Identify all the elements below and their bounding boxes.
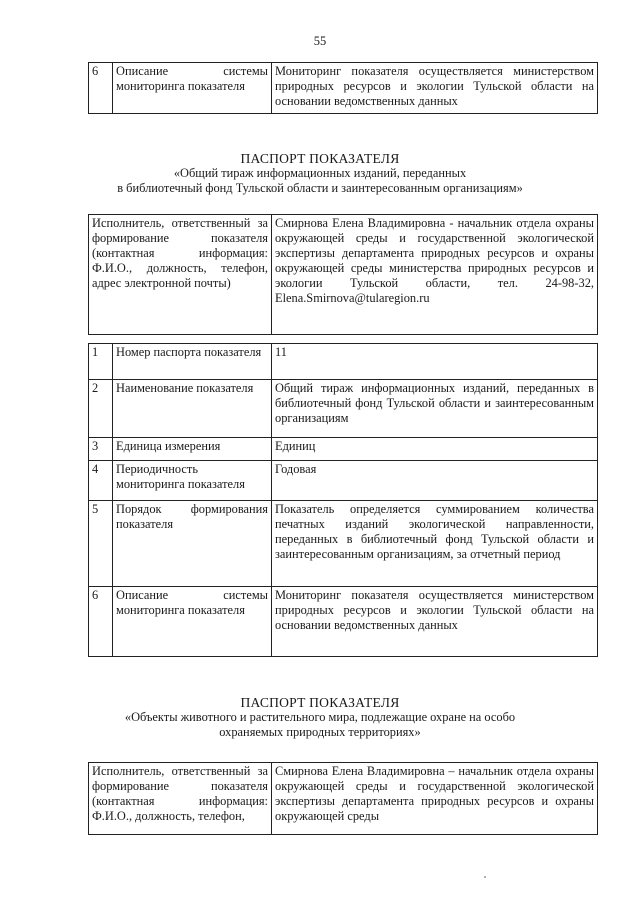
executor-value: Смирнова Елена Владимировна - начальник отдела охраны окружающей среды и государственной экологической экспертизы департамента природных ресурсов и охраны окружающей среды министерства природных ресурсов и экологии Тульской области, тел. 24-98-32, Elena.Smirnova@tularegion.ru [272, 215, 598, 335]
table-row [89, 438, 598, 461]
executor-label: Исполнитель, ответственный за формирование показателя (контактная информация: Ф.И.О., должность, телефон, [89, 763, 272, 835]
table-row [89, 501, 598, 587]
row-value: Годовая [272, 461, 598, 501]
row-number: 4 [89, 461, 113, 501]
row-name: Порядок формирования показателя [113, 501, 272, 587]
executor-label: Исполнитель, ответственный за формирование показателя (контактная информация: Ф.И.О., должность, телефон, адрес электронной почты) [89, 215, 272, 335]
row-name: Единица измерения [113, 438, 272, 461]
table-row [89, 461, 598, 501]
passport1-table [88, 343, 598, 657]
row-number: 5 [89, 501, 113, 587]
table-row [89, 380, 598, 438]
passport2-heading [0, 695, 640, 740]
row-value: 11 [272, 344, 598, 380]
passport2-title: ПАСПОРТ ПОКАЗАТЕЛЯ [240, 695, 400, 710]
row-name: Наименование показателя [113, 380, 272, 438]
row-name: Периодичность мониторинга показателя [113, 461, 272, 501]
passport2-subtitle-line2: охраняемых природных территориях» [219, 725, 421, 739]
row-number: 3 [89, 438, 113, 461]
passport2-subtitle-line1: «Объекты животного и растительного мира, подлежащие охране на особо [124, 710, 516, 724]
row-name: Описание системы мониторинга показателя [113, 587, 272, 657]
row-number: 6 [89, 63, 113, 114]
scan-speck [484, 876, 486, 878]
row-value: Мониторинг показателя осуществляется министерством природных ресурсов и экологии Тульской области на основании ведомственных данных [272, 63, 598, 114]
row-value: Мониторинг показателя осуществляется министерством природных ресурсов и экологии Тульской области на основании ведомственных данных [272, 587, 598, 657]
table-row [89, 63, 598, 114]
row-number: 2 [89, 380, 113, 438]
row-value: Показатель определяется суммированием количества печатных изданий экологической направленности, переданных в библиотечный фонд Тульской области и заинтересованным организациям, за отчетный период [272, 501, 598, 587]
executor-row [89, 763, 598, 835]
passport1-subtitle-line1: «Общий тираж информационных изданий, переданных [173, 166, 467, 180]
passport2-executor-table [88, 762, 598, 835]
table-row [89, 587, 598, 657]
row-number: 6 [89, 587, 113, 657]
passport1-subtitle-line2: в библиотечный фонд Тульской области и заинтересованным организациям» [117, 181, 523, 195]
table-row [89, 344, 598, 380]
passport1-executor-table [88, 214, 598, 335]
row-number: 1 [89, 344, 113, 380]
page-number: 55 [313, 34, 327, 48]
executor-row [89, 215, 598, 335]
row-name: Описание системы мониторинга показателя [113, 63, 272, 114]
row-name: Номер паспорта показателя [113, 344, 272, 380]
top-continuation-table [88, 62, 598, 114]
executor-value: Смирнова Елена Владимировна – начальник отдела охраны окружающей среды и государственной экологической экспертизы департамента природных ресурсов и охраны окружающей среды [272, 763, 598, 835]
passport1-heading [0, 151, 640, 196]
row-value: Общий тираж информационных изданий, переданных в библиотечный фонд Тульской области и заинтересованным организациям [272, 380, 598, 438]
row-value: Единиц [272, 438, 598, 461]
passport1-title: ПАСПОРТ ПОКАЗАТЕЛЯ [240, 151, 400, 166]
